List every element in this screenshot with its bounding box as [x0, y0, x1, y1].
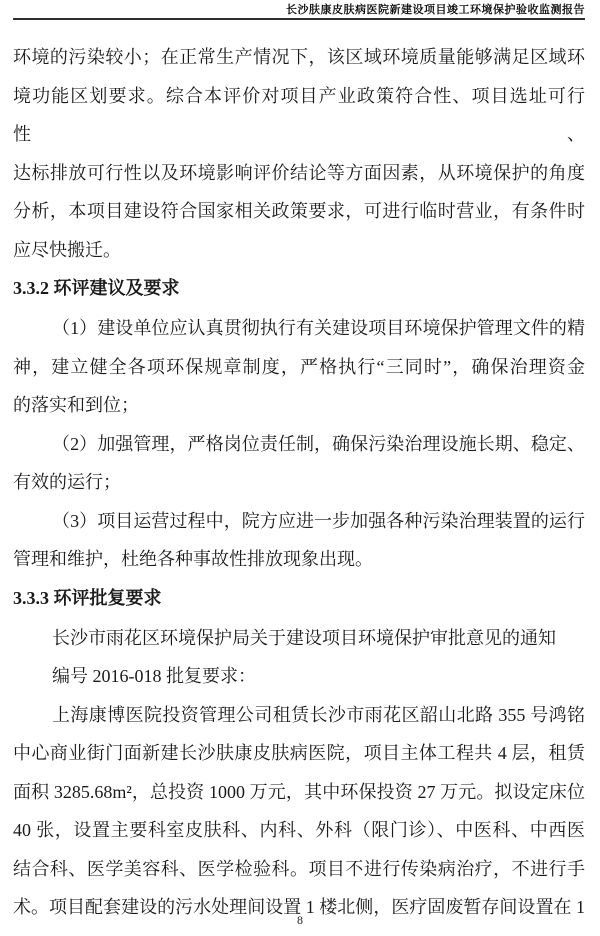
text-line: 有效的运行；: [13, 472, 121, 492]
text-line: 管理和维护，杜绝各种事故性排放现象出现。: [13, 549, 373, 569]
text-line: 中心商业街门面新建长沙肤康皮肤病医院，项目主体工程共 4 层，租赁: [13, 743, 585, 763]
text-line: 应尽快搬迁。: [13, 239, 121, 260]
section-heading: 3.3.2 环评建议及要求: [13, 278, 180, 298]
text-line: 面积 3285.68m²，总投资 1000 万元，其中环保投资 27 万元。拟设定床位: [13, 781, 585, 802]
page-header: [13, 0, 585, 20]
text-line: 分析，本项目建设符合国家相关政策要求，可进行临时营业，有条件时: [13, 201, 585, 221]
text-line: 结合科、医学美容科、医学检验科。项目不进行传染病治疗，不进行手: [13, 858, 585, 879]
text-line: 的落实和到位；: [13, 395, 139, 415]
text-line: （2）加强管理，严格岗位责任制，确保污染治理设施长期、稳定、: [52, 433, 585, 454]
text-line: 达标排放可行性以及环境影响评价结论等方面因素，从环境保护的角度: [13, 162, 585, 183]
text-line: 环境的污染较小；在正常生产情况下，该区域环境质量能够满足区域环: [13, 47, 585, 67]
text-line: 神，建立健全各项环保规章制度，严格执行“三同时”，确保治理资金: [13, 356, 585, 377]
text-line: 长沙市雨花区环境保护局关于建设项目环境保护审批意见的通知: [52, 627, 556, 648]
page-footer: [0, 913, 600, 928]
text-line: 40 张，设置主要科室皮肤科、内科、外科（限门诊）、中医科、中西医: [13, 820, 585, 840]
text-line: （1）建设单位应认真贯彻执行有关建设项目环境保护管理文件的精: [52, 318, 585, 338]
report-title: 长沙肤康皮肤病医院新建设项目竣工环境保护验收监测报告: [286, 4, 585, 16]
text-line: 术。项目配套建设的污水处理间设置 1 楼北侧，医疗固废暂存间设置在 1: [13, 897, 585, 917]
document-body: [13, 38, 585, 927]
page-number: 8: [297, 913, 303, 927]
text-line: 编号 2016-018 批复要求：: [52, 666, 256, 686]
text-line: 境功能区划要求。综合本评价对项目产业政策符合性、项目选址可行性、: [13, 85, 585, 144]
text-line: 上海康博医院投资管理公司租赁长沙市雨花区韶山北路 355 号鸿铭: [52, 704, 585, 725]
text-line: （3）项目运营过程中，院方应进一步加强各种污染治理装置的运行: [52, 510, 585, 531]
section-heading: 3.3.3 环评批复要求: [13, 587, 162, 608]
